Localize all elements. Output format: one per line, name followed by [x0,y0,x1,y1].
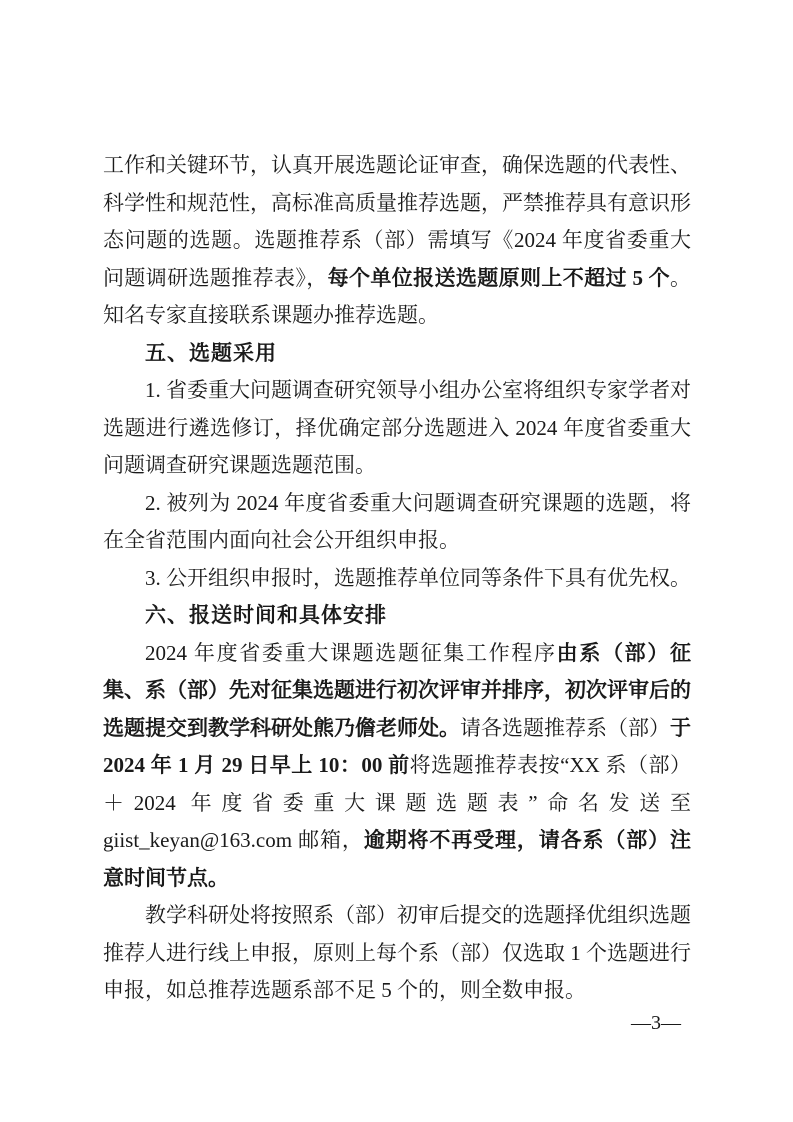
paragraph [103,635,691,898]
text-run: 教学科研处将按照系（部）初审后提交的选题择优组织选题推荐人进行线上申报，原则上每个系（部）仅选取 1 个选题进行申报，如总推荐选题系部不足 5 个的，则全数申报。 [103,903,691,1002]
text-run: 。知名专家直接联系课题办推荐选题。 [103,265,691,327]
document-body [103,147,691,1010]
text-run: 1. 省委重大问题调查研究领导小组办公室将组织专家学者对选题进行遴选修订，择优确定部分选题进入 2024 年度省委重大问题调查研究课题选题范围。 [103,378,691,477]
text-run: 将选题推荐表按“XX 系（部）＋2024 年度省委重大课题选题表”命名发送至 giist_keyan@163.com 邮箱， [103,753,692,852]
text-run: 请各选题推荐系（部） [460,715,670,740]
paragraph [103,485,691,560]
page-number: —3— [631,1012,681,1034]
text-run: 2024 年度省委重大课题选题征集工作程序 [145,640,557,665]
text-run: 由系（部）征集、系（部）先对征集选题进行初次评审并排序，初次评审后的选题提交到教学科研处熊乃儋老师处。 [103,640,692,740]
text-run: 于 2024 年 1 月 29 日早上 10：00 前 [103,715,691,777]
paragraph [103,560,691,598]
text-run: 2. 被列为 2024 年度省委重大问题调查研究课题的选题，将在全省范围内面向社会公开组织申报。 [103,490,691,552]
text-run: 工作和关键环节，认真开展选题论证审查，确保选题的代表性、科学性和规范性，高标准高质量推荐选题，严禁推荐具有意识形态问题的选题。选题推荐系（部）需填写《2024 年度省委重大问题调研选题推荐表》， [103,153,691,290]
text-run: 六、报送时间和具体安排 [145,604,387,627]
paragraph [103,897,691,1010]
text-run: 每个单位报送选题原则上不超过 5 个 [327,265,670,290]
text-run: 逾期将不再受理，请各系（部）注意时间节点。 [103,828,692,890]
section-heading [103,597,691,635]
paragraph [103,147,691,335]
text-run: 五、选题采用 [145,341,277,365]
paragraph [103,372,691,485]
text-run: 3. 公开组织申报时，选题推荐单位同等条件下具有优先权。 [145,565,691,590]
section-heading [103,335,691,373]
